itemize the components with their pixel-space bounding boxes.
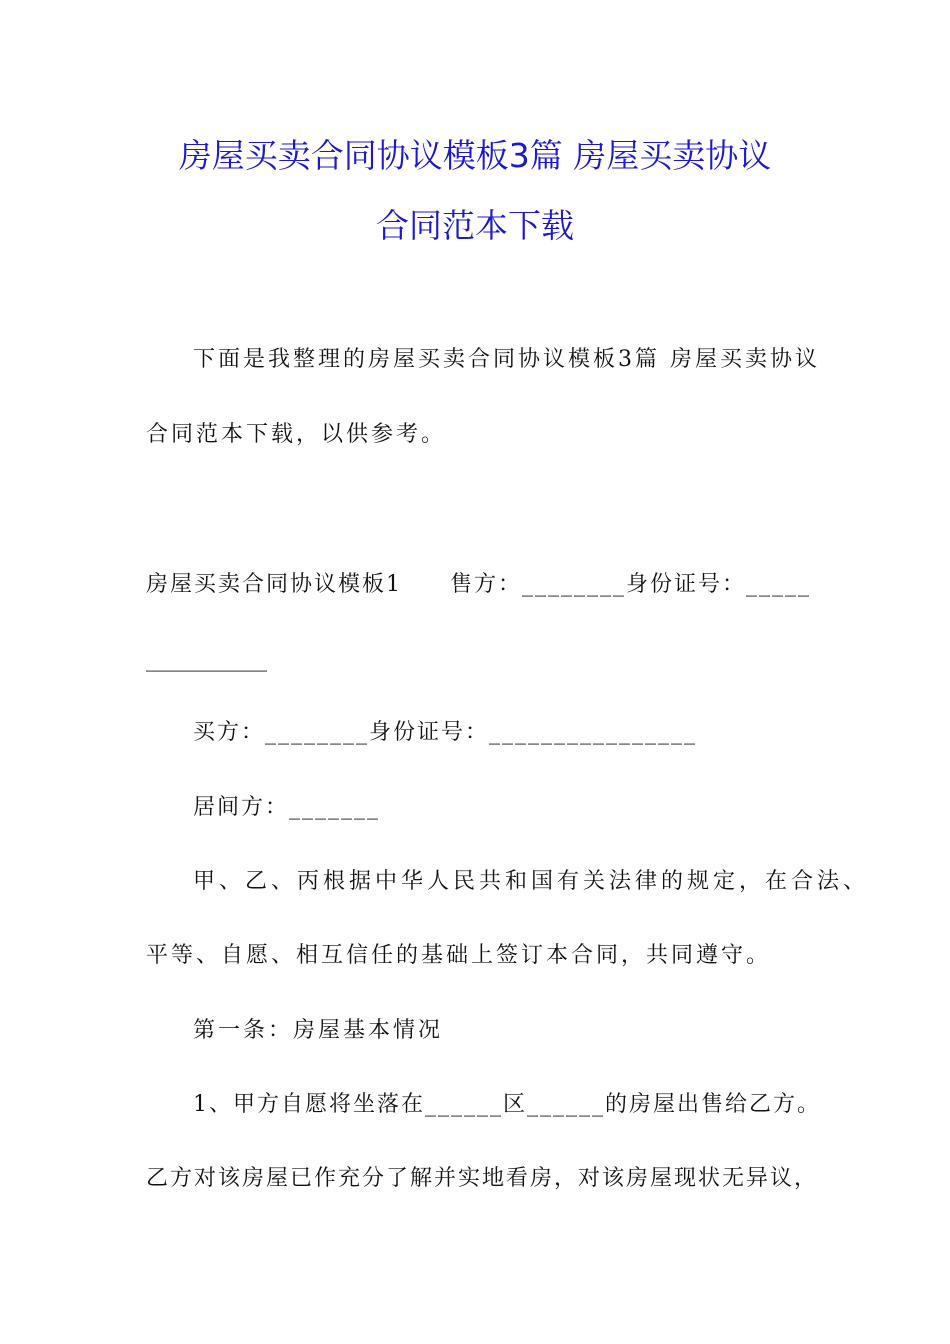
intro-paragraph-line-1: 下面是我整理的房屋买卖合同协议模板3篇 房屋买卖协议 xyxy=(193,347,820,372)
clause-1-line-1: 1、甲方自愿将坐落在______区______的房屋出售给乙方。 xyxy=(193,1092,821,1117)
seller-line: 房屋买卖合同协议模板1 售方：________身份证号：_____ xyxy=(146,572,811,597)
broker-line: 居间方：_______ xyxy=(193,795,381,820)
clause-1-line-2: 乙方对该房屋已作充分了解并实地看房，对该房屋现状无异议， xyxy=(146,1166,819,1191)
article-1-heading: 第一条：房屋基本情况 xyxy=(193,1018,444,1043)
seller-line-continuation: ___________ xyxy=(146,647,267,672)
intro-paragraph-line-2: 合同范本下载，以供参考。 xyxy=(146,422,447,447)
paragraph-1-line-2: 平等、自愿、相互信任的基础上签订本合同，共同遵守。 xyxy=(146,943,772,968)
document-title-line-1: 房屋买卖合同协议模板3篇 房屋买卖协议 xyxy=(178,136,772,175)
buyer-line: 买方：________身份证号：________________ xyxy=(193,720,698,745)
paragraph-1-line-1: 甲、乙、丙根据中华人民共和国有关法律的规定，在合法、 xyxy=(193,869,870,894)
document-title-line-2: 合同范本下载 xyxy=(376,206,574,245)
